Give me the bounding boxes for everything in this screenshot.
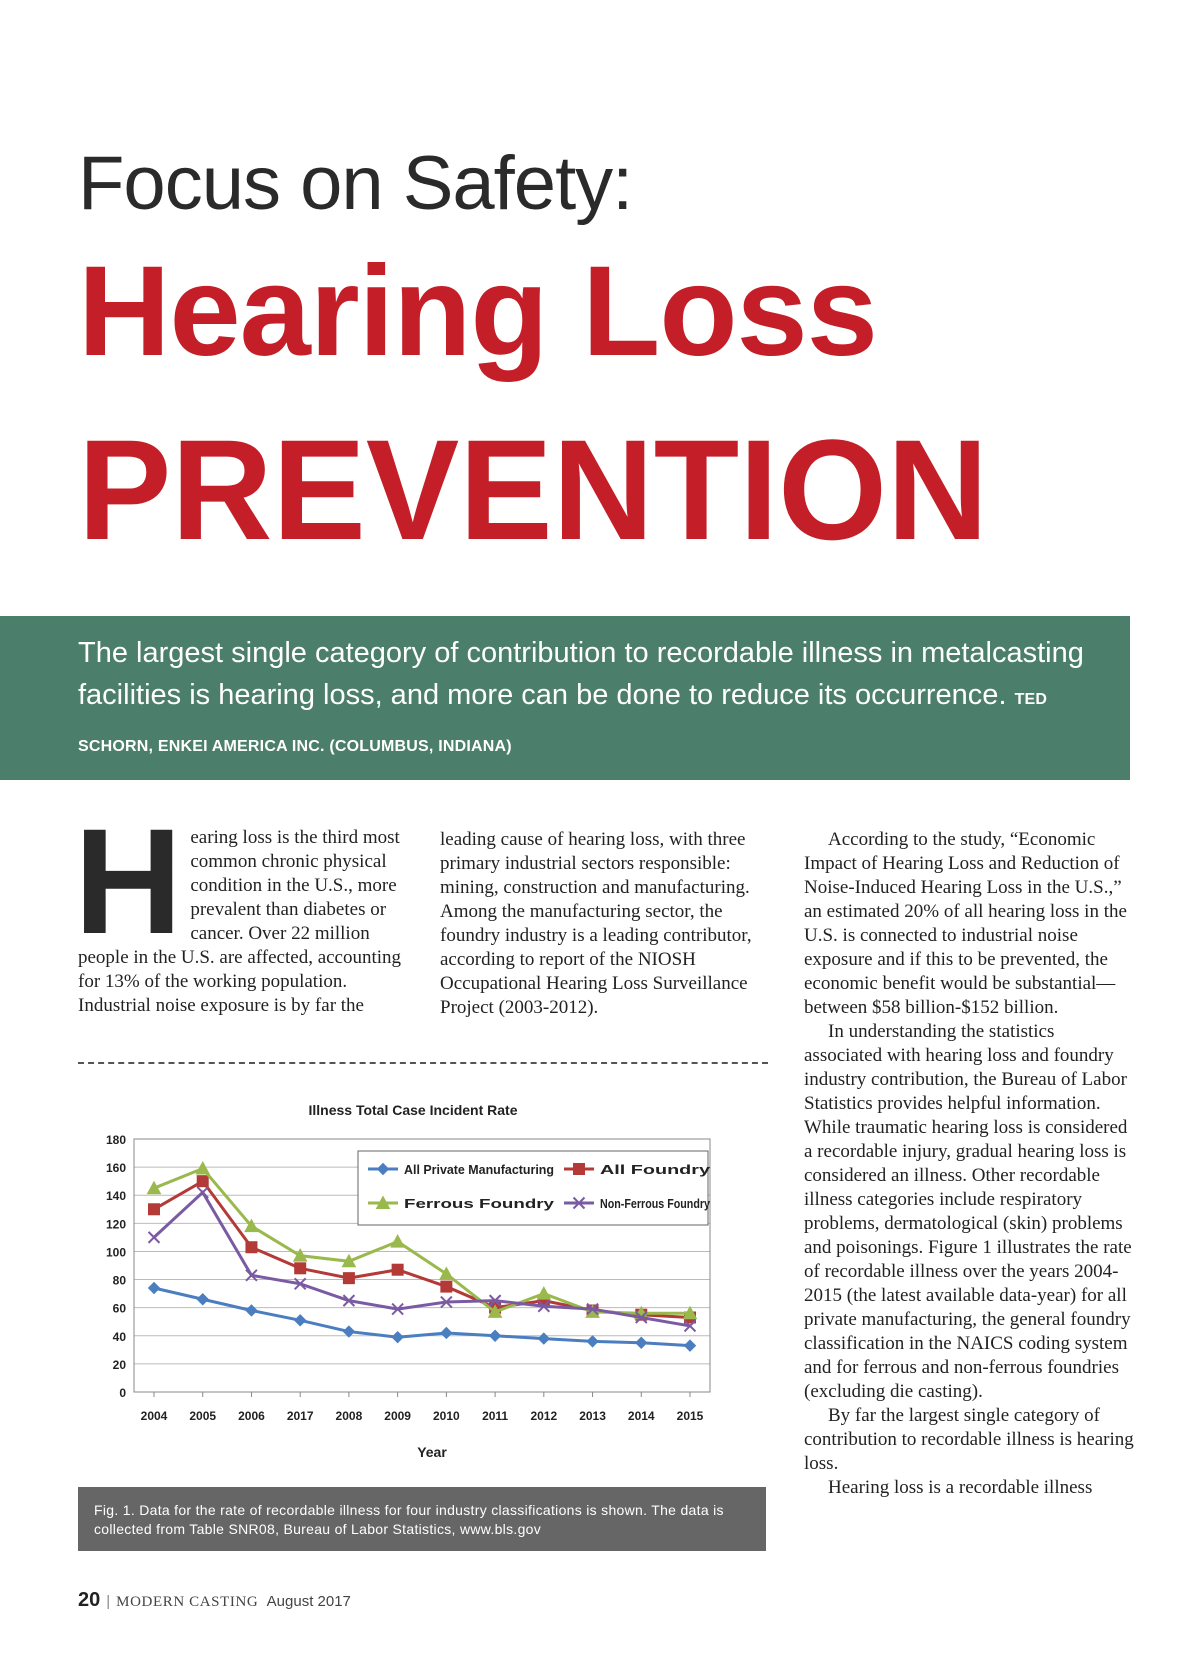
x-tick-label: 2011 — [482, 1409, 509, 1423]
x-tick-label: 2012 — [530, 1409, 558, 1423]
deck-text: The largest single category of contribution to recordable illness in metalcasting facilities is hearing loss, and more can be done to reduce its occurrence. — [78, 637, 1084, 711]
body-paragraph: According to the study, “Economic Impact of Hearing Loss and Reduction of Noise-Induced Hearing Loss in the U.S.,” an estimated 20% of all hearing loss in the U.S. is connected to industrial noise exposure and if this to be prevented, the economic benefit would be substantial—between $58 billion-$152 billion. — [804, 829, 1127, 1018]
data-point — [343, 1273, 354, 1284]
y-tick-label: 140 — [105, 1189, 126, 1204]
data-point — [574, 1164, 585, 1175]
chart-legend — [358, 1151, 711, 1225]
series-line — [154, 1288, 690, 1346]
page-footer — [78, 1589, 351, 1612]
x-tick-label: 2009 — [384, 1409, 411, 1423]
byline: TED SCHORN, ENKEI AMERICA INC. (COLUMBUS, INDIANA) — [78, 691, 1048, 755]
x-tick-label: 2006 — [238, 1409, 265, 1423]
article-kicker: Focus on Safety: — [78, 141, 633, 226]
legend-label: Non-Ferrous Foundry — [600, 1196, 711, 1211]
y-tick-label: 20 — [112, 1357, 126, 1372]
y-tick-label: 180 — [105, 1133, 126, 1147]
y-tick-label: 40 — [112, 1329, 126, 1344]
data-point — [392, 1332, 403, 1343]
data-point — [295, 1263, 306, 1274]
x-tick-label: 2013 — [579, 1409, 606, 1423]
y-axis-ticks — [106, 1133, 126, 1400]
x-tick-label: 2010 — [433, 1409, 460, 1423]
data-point — [197, 1294, 208, 1305]
body-paragraph: Hearing loss is a recordable illness — [828, 1477, 1093, 1498]
x-axis-label: Year — [417, 1444, 447, 1460]
legend-label: All Foundry — [600, 1162, 712, 1177]
page-number: 20 — [78, 1589, 101, 1611]
article-title-line1: Hearing Loss — [78, 240, 877, 383]
body-paragraph: earing loss is the third most common chronic physical condition in the U.S., more prevalent than diabetes or cancer. Over 22 million people in the U.S. are affected, accounting for 13% of the working population. Industrial noise exposure is by far the — [78, 827, 402, 1016]
data-point — [685, 1340, 696, 1351]
data-point — [149, 1232, 160, 1243]
deck-text-block — [78, 632, 1098, 768]
data-point — [246, 1305, 257, 1316]
data-point — [149, 1282, 160, 1293]
chart-title: Illness Total Case Incident Rate — [308, 1102, 518, 1118]
section-divider — [78, 1062, 768, 1064]
y-tick-label: 80 — [112, 1273, 126, 1288]
body-column-3 — [804, 828, 1134, 1500]
x-tick-label: 2008 — [335, 1409, 363, 1423]
figure-caption: Fig. 1. Data for the rate of recordable illness for four industry classifications is shown. The data is collected from Table SNR08, Bureau of Labor Statistics, www.bls.gov — [78, 1487, 766, 1551]
legend-label: Ferrous Foundry — [404, 1196, 556, 1211]
body-paragraph: By far the largest single category of contribution to recordable illness is hearing loss. — [804, 1405, 1134, 1474]
x-axis-ticks — [141, 1392, 704, 1423]
data-point — [196, 1162, 209, 1174]
body-column-2 — [440, 828, 770, 1020]
data-point — [441, 1327, 452, 1338]
x-tick-label: 2005 — [189, 1409, 217, 1423]
data-point — [295, 1315, 306, 1326]
x-tick-label: 2004 — [140, 1409, 168, 1423]
data-point — [537, 1287, 550, 1299]
x-tick-label: 2017 — [286, 1409, 314, 1423]
body-column-1 — [74, 797, 404, 1018]
drop-cap: H — [74, 797, 183, 965]
x-tick-label: 2014 — [627, 1409, 655, 1423]
y-tick-label: 60 — [112, 1301, 126, 1316]
data-point — [246, 1242, 257, 1253]
data-point — [197, 1176, 208, 1187]
data-point — [490, 1330, 501, 1341]
data-point — [636, 1337, 647, 1348]
data-point — [441, 1281, 452, 1292]
data-point — [391, 1235, 404, 1247]
magazine-name: MODERN CASTING — [116, 1594, 259, 1610]
y-tick-label: 160 — [105, 1161, 126, 1176]
y-tick-label: 0 — [119, 1386, 126, 1400]
footer-separator: | — [106, 1593, 111, 1610]
data-point — [587, 1336, 598, 1347]
article-title-line2: PREVENTION — [78, 409, 989, 570]
data-point — [392, 1264, 403, 1275]
body-paragraph: leading cause of hearing loss, with three primary industrial sectors responsible: mining, construction and manufacturing. Among the manufacturing sector, the foundry industry is a leading contributor, according to report of the NIOSH Occupational Hearing Loss Surveillance Project (2003-2012). — [440, 829, 752, 1018]
incident-rate-chart — [78, 1095, 768, 1495]
data-point — [538, 1333, 549, 1344]
y-tick-label: 120 — [105, 1217, 126, 1232]
y-tick-label: 100 — [105, 1245, 126, 1260]
legend-label: All Private Manufacturing — [404, 1162, 555, 1177]
series-all-private-manufacturing — [149, 1282, 696, 1351]
data-point — [197, 1187, 208, 1198]
issue-date: August 2017 — [266, 1593, 351, 1610]
x-tick-label: 2015 — [676, 1409, 704, 1423]
body-paragraph: In understanding the statistics associated with hearing loss and foundry industry contribution, the Bureau of Labor Statistics provides helpful information. While traumatic hearing loss is considered a recordable injury, gradual hearing loss is considered an illness. Other recordable illness categories include respiratory problems, dermatological (skin) problems and poisonings. Figure 1 illustrates the rate of recordable illness over the years 2004-2015 (the latest available data-year) for all private manufacturing, the general foundry classification in the NAICS coding system and for ferrous and non-ferrous foundries (excluding die casting). — [804, 1021, 1132, 1402]
data-point — [149, 1204, 160, 1215]
